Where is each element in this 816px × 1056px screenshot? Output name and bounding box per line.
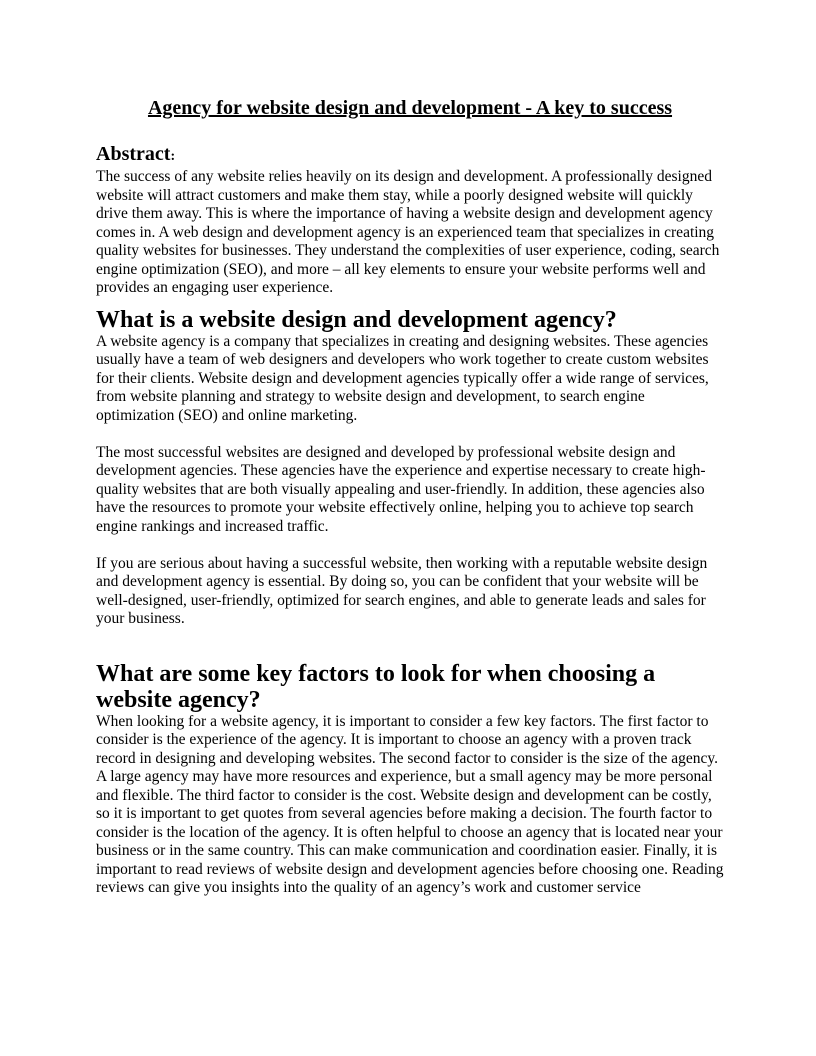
spacer: [96, 536, 724, 555]
spacer: [96, 298, 724, 307]
abstract-heading-colon: :: [170, 149, 176, 164]
document-page: [96, 96, 724, 898]
spacer: [96, 425, 724, 444]
abstract-paragraph: The success of any website relies heavily on its design and development. A professionally designed website will attract customers and make them stay, while a poorly designed website will quickly drive them away. This is where the importance of having a website design and development agency comes in. A web design and development agency is an experienced team that specializes in creating quality websites for businesses. They understand the complexities of user experience, coding, search engine optimization (SEO), and more – all key elements to ensure your website performs well and provides an engaging user experience.: [96, 168, 720, 296]
section-1-paragraph-1: A website agency is a company that specializes in creating and designing websites. These agencies usually have a team of web designers and developers who work together to create custom websites for their clients. Website design and development agencies typically offer a wide range of services, from website planning and strategy to website design and development, to search engine optimization (SEO) and online marketing.: [96, 332, 709, 424]
section-2-paragraph-1: When looking for a website agency, it is important to consider a few key factors. The first factor to consider is the experience of the agency. It is important to choose an agency with a proven track record in designing and developing websites. The second factor to consider is the size of the agency. A large agency may have more resources and experience, but a small agency may be more personal and flexible. The third factor to consider is the cost. Website design and development can be costly, so it is important to get quotes from several agencies before making a decision. The fourth factor to consider is the location of the agency. It is often helpful to choose an agency that is located near your business or in the same country. This can make communication and coordination easier. Finally, it is important to read reviews of website design and development agencies before choosing one. Reading reviews can give you insights into the quality of an agency’s work and customer service: [96, 712, 724, 896]
section-heading-what-is-agency: What is a website design and development agency?: [96, 306, 617, 333]
abstract-heading-label: Abstract: [96, 143, 171, 165]
section-1-paragraph-2: The most successful websites are designed and developed by professional website design and development agencies. These agencies have the experience and expertise necessary to create high-quality websites that are both visually appealing and user-friendly. In addition, these agencies also have the resources to promote your website effectively online, helping you to achieve top search engine rankings and increased traffic.: [96, 443, 706, 535]
section-heading-key-factors: What are some key factors to look for when choosing a website agency?: [96, 660, 656, 713]
spacer: [96, 629, 724, 661]
abstract-heading: [96, 143, 724, 168]
document-title: Agency for website design and development - A key to success: [147, 97, 673, 119]
section-1-paragraph-3: If you are serious about having a successful website, then working with a reputable website design and development agency is essential. By doing so, you can be confident that your website will be well-designed, user-friendly, optimized for search engines, and able to generate leads and sales for your business.: [96, 554, 708, 627]
